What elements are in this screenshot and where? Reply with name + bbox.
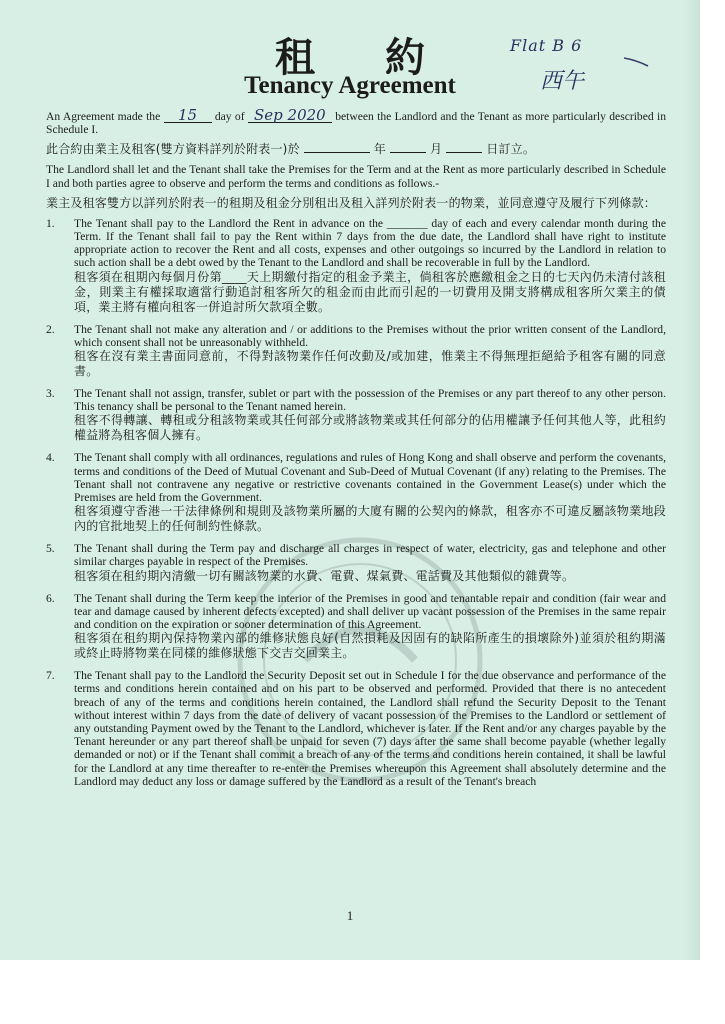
zh-year-field: [304, 152, 370, 153]
clause-number: 1.: [46, 216, 55, 230]
clause-item: [46, 387, 666, 443]
clause-english: The Tenant shall pay to the Landlord the Rent in advance on the _______ day of each and every calendar month during the Term. If the Tenant shall fail to pay the Rent within 7 days from the due date, the Landlord shall have right to institute appropriate action to recover the Rent and all costs, expenses and other outgoings so incurred by the Landlord in relation to such action shall be a debt owed by the Tenant to the Landlord and shall be recoverable in full by the Landlord.: [74, 216, 666, 270]
intro-english: [46, 108, 666, 136]
month-year-field: Sep 2020: [248, 108, 332, 123]
zh-month-label: 月: [430, 142, 443, 157]
intro-zh-text: 此合約由業主及租客(雙方資料詳列於附表一)於: [46, 142, 300, 157]
preamble-english: The Landlord shall let and the Tenant shall take the Premises for the Term and at the Rent as more particularly described in Schedule I and both parties agree to observe and perform the terms and conditions as follows.-: [46, 163, 666, 190]
clause-list: [46, 217, 666, 788]
clause-item: [46, 217, 666, 315]
intro-text-1: An Agreement made the: [46, 110, 161, 123]
preamble-chinese: 業主及租客雙方以詳列於附表一的租期及租金分別租出及租入詳列於附表一的物業，並同意遵守及履行下列條款：: [46, 195, 657, 210]
clause-chinese: 租客不得轉讓、轉租或分租該物業或其任何部分或將該物業或其任何部分的佔用權讓予任何其他人等，此租約權益將為租客個人擁有。: [74, 413, 666, 443]
clause-english: The Tenant shall during the Term pay and discharge all charges in respect of water, electricity, gas and telephone and other similar charges payable in respect of the Premises.: [74, 542, 666, 569]
agreement-body: [46, 108, 666, 796]
clause-chinese: 租客須在租約期內清繳一切有關該物業的水費、電費、煤氣費、電話費及其他類似的雜費等。: [74, 568, 575, 583]
intro-text-3: between the Landlord and the Tenant as more particularly described in Schedule I.: [46, 110, 666, 137]
clause-chinese: 租客在沒有業主書面同意前，不得對該物業作任何改動及/或加建，惟業主不得無理拒絕給予租客有關的同意書。: [74, 349, 666, 379]
clause-chinese: 租客須在租期內每個月份第____天上期繳付指定的租金予業主，倘租客於應繳租金之日的七天內仍未清付該租金，則業主有權採取適當行動追討租客所欠的租金而由此而引起的一切費用及開支將構成租客所欠業主的債項，業主將有權向租客一併追討所欠款項全數。: [74, 269, 666, 314]
title-english: Tenancy Agreement: [244, 72, 456, 99]
zh-year-label: 年: [373, 142, 386, 157]
clause-item: [46, 592, 666, 662]
intro-text-2: day of: [214, 110, 245, 123]
clause-english: The Tenant shall comply with all ordinances, regulations and rules of Hong Kong and shall observe and perform the covenants, terms and conditions of the Deed of Mutual Covenant and Sub-Deed of Mutual Covenant (if any) relating to the Premises. The Tenant shall not contravene any negative or restrictive covenants contained in the Government Lease(s) under which the Premises are held from the Government.: [74, 451, 666, 505]
clause-item: [46, 323, 666, 379]
clause-english: The Tenant shall pay to the Landlord the Security Deposit set out in Schedule I for the due observance and performance of the terms and conditions herein contained and on his part to be observed and performed. Provided that there is no antecedent breach of any of the terms and conditions herein contained, the Landlord shall refund the Security Deposit to the Tenant without interest within 7 days from the date of delivery of vacant possession of the Premises to the Landlord or settlement of any outstanding Payment owed by the Tenant to the Landlord, whichever is later. If the Rent and/or any charges payable by the Tenant hereunder or any part thereof shall be unpaid for seven (7) days after the same shall become payable (whether legally demanded or not) or if the Tenant shall commit a breach of any of the terms and conditions herein contained, it shall be lawful for the Landlord at any time thereafter to re-enter the Premises whereupon this Agreement shall absolutely determine and the Landlord may deduct any loss or damage suffered by the Landlord as a result of the Tenant's breach: [74, 669, 666, 788]
clause-item: [46, 669, 666, 788]
intro-chinese: [46, 142, 666, 157]
clause-english: The Tenant shall not assign, transfer, sublet or part with the possession of the Premises or any part thereof to any other person. This tenancy shall be personal to the Tenant named herein.: [74, 387, 666, 414]
clause-number: 3.: [46, 387, 55, 401]
clause-chinese: 租客須遵守香港一干法律條例和規則及該物業所屬的大廈有關的公契內的條款，租客亦不可違反屬該物業地段內的官批地契上的任何制約性條款。: [74, 504, 666, 534]
clause-number: 2.: [46, 322, 55, 336]
zh-day-field: [446, 152, 482, 153]
clause-item: [46, 451, 666, 534]
clause-english: The Tenant shall not make any alteration and / or additions to the Premises without the prior written consent of the Landlord, which consent shall not be unreasonably withheld.: [74, 322, 666, 349]
clause-item: [46, 542, 666, 583]
clause-number: 4.: [46, 451, 55, 465]
clause-number: 6.: [46, 591, 55, 605]
clause-english: The Tenant shall during the Term keep the interior of the Premises in good and tenantable repair and condition (fair wear and tear and damage caused by inherent defects excepted) and shall deliver up vacant possession of the Premises in the same repair and condition on the expiration or sooner determination of this Agreement.: [74, 591, 666, 632]
day-field: 15: [164, 108, 212, 123]
clause-number: 5.: [46, 542, 55, 556]
title-chinese: 租 約: [275, 34, 453, 81]
pen-mark-icon: [622, 54, 652, 68]
handwritten-flat-note: Flat B 6: [510, 36, 583, 55]
clause-chinese: 租客須在租約期內保持物業內部的維修狀態良好(自然損耗及因固有的缺陷所產生的損壞除外)並須於租約期滿或終止時將物業在同樣的維修狀態下交吉交回業主。: [74, 631, 666, 661]
page-number: 1: [346, 908, 354, 923]
zh-day-label: 日訂立。: [486, 142, 536, 157]
zh-month-field: [390, 152, 426, 153]
clause-number: 7.: [46, 669, 55, 683]
handwritten-chinese-note: 西午: [540, 69, 585, 94]
